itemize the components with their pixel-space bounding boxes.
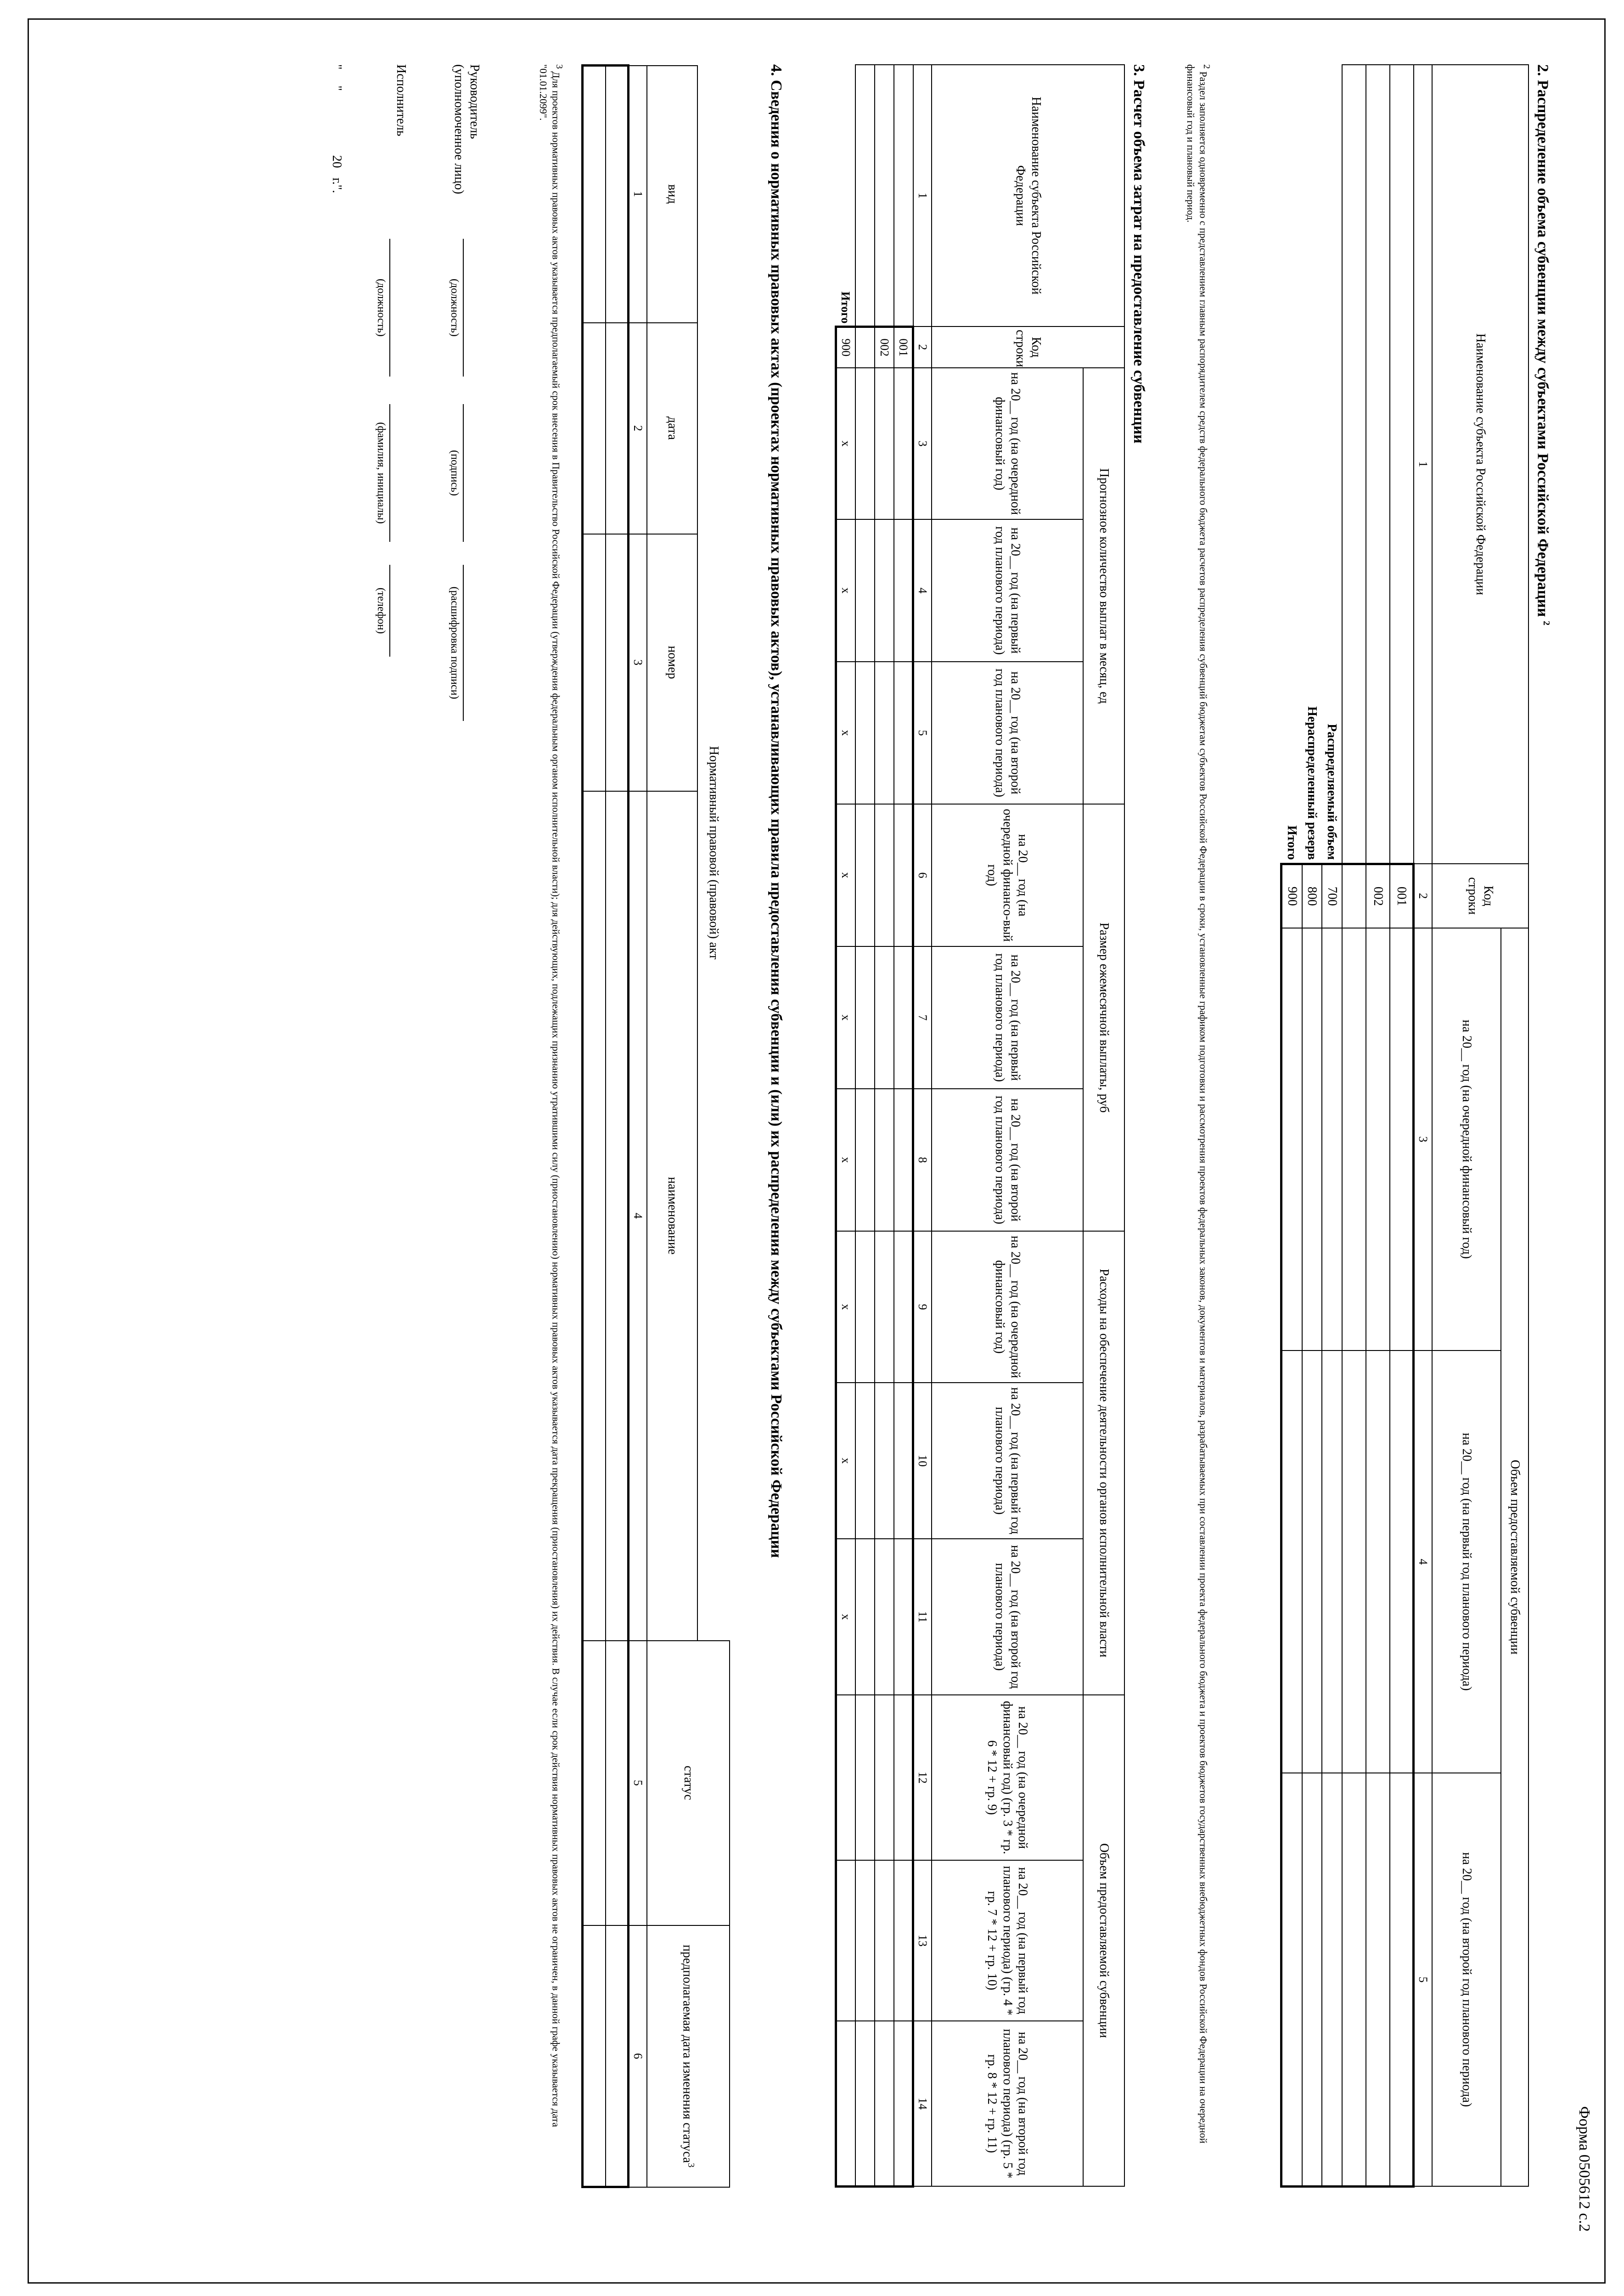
s3-row1-c12 bbox=[894, 1695, 913, 1860]
s2-row3-y2 bbox=[1342, 1351, 1366, 1773]
s2-colnum-4: 4 bbox=[1414, 1351, 1432, 1773]
s3-row2-c13 bbox=[875, 1860, 894, 2021]
s3-colnum-5: 5 bbox=[913, 662, 932, 804]
s3-h-g4-y2: на 20__ год (на первый год планового периода) (гр. 4 * гр. 7 * 12 + гр. 10) bbox=[932, 1860, 1083, 2021]
section4-title: 4. Сведения о нормативных правовых актах (проектах нормативных правовых актов), устанавливающих правила предоставления субвенции и (или) их распределения между субъектами Российской Федерации bbox=[768, 64, 785, 1558]
s4-header-status-date-sup: 3 bbox=[686, 2163, 697, 2168]
s3-row2-c7 bbox=[875, 946, 894, 1089]
executor-phone-caption: (телефон) bbox=[375, 587, 387, 634]
form-code: Форма 0505612 с.2 bbox=[1576, 2106, 1593, 2232]
s3-row1-c8 bbox=[894, 1089, 913, 1231]
s3-row3-name bbox=[855, 65, 875, 326]
s4-header-act: Нормативный правовой (правовой) акт bbox=[697, 66, 730, 1641]
s3-row1-c4 bbox=[894, 519, 913, 662]
s3-h-g4-y1: на 20__ год (на очередной финансовый год) (гр. 3 * гр. 6 * 12 + гр. 9) bbox=[932, 1695, 1083, 1860]
s3-row3-c10 bbox=[855, 1383, 875, 1539]
s4-colnum-4: 4 bbox=[629, 791, 647, 1641]
s2-colnum-1: 1 bbox=[1414, 65, 1432, 864]
table-row bbox=[1322, 65, 1342, 2186]
footnote-3 bbox=[537, 64, 565, 2177]
section4-table bbox=[582, 64, 731, 2188]
s2-row3-name bbox=[1342, 65, 1366, 864]
s3-row2-c5 bbox=[875, 662, 894, 804]
s4-colnum-2: 2 bbox=[629, 323, 647, 534]
section2-title bbox=[1533, 64, 1552, 625]
table-row bbox=[894, 65, 913, 2186]
s3-header-name: Наименование субъекта Российской Федерации bbox=[932, 65, 1124, 326]
s3-colnum-10: 10 bbox=[913, 1383, 932, 1539]
s3-row3-c4 bbox=[855, 519, 875, 662]
s2-total-code: 900 bbox=[1281, 864, 1302, 928]
s3-total-c4: x bbox=[836, 519, 855, 662]
s3-row3-c13 bbox=[855, 1860, 875, 2021]
s3-row3-c12 bbox=[855, 1695, 875, 1860]
s3-row3-c5 bbox=[855, 662, 875, 804]
executor-position-line bbox=[389, 239, 390, 377]
s3-total-label: Итого bbox=[836, 65, 855, 326]
s3-colnum-12: 12 bbox=[913, 1695, 932, 1860]
s2-distributed-code: 700 bbox=[1322, 864, 1342, 928]
head-label-line2: (уполномоченное лицо) bbox=[452, 64, 466, 194]
s3-row2-c10 bbox=[875, 1383, 894, 1539]
s2-row1-y3 bbox=[1390, 1773, 1414, 2186]
s4-header-kind: вид bbox=[647, 66, 697, 323]
s2-row2-name bbox=[1366, 65, 1390, 864]
s3-row2-name bbox=[875, 65, 894, 326]
s2-colnum-2: 2 bbox=[1414, 864, 1432, 928]
section2-title-text: 2. Распределение объема субвенции между субъектами Российской Федерации bbox=[1534, 64, 1551, 617]
s4-row2-name bbox=[583, 791, 606, 1641]
s2-row3-code bbox=[1342, 864, 1366, 928]
head-position-caption: (должность) bbox=[449, 279, 461, 337]
s3-row1-code: 001 bbox=[894, 326, 913, 368]
s3-header-admin-expenses: Расходы на обеспечение деятельности органов исполнительной власти bbox=[1083, 1231, 1124, 1695]
s3-total-c13 bbox=[836, 1860, 855, 2021]
s2-colnum-3: 3 bbox=[1414, 928, 1432, 1351]
s2-header-year3: на 20__ год (на второй год планового периода) bbox=[1432, 1773, 1501, 2186]
s4-row2-number bbox=[583, 534, 606, 791]
executor-name-line bbox=[389, 404, 390, 542]
section2-title-sup: 2 bbox=[1541, 620, 1551, 625]
head-label bbox=[451, 64, 482, 194]
head-signature-caption: (подпись) bbox=[449, 450, 461, 496]
s2-header-year2: на 20__ год (на первый год планового периода) bbox=[1432, 1351, 1501, 1773]
s4-row1-name bbox=[606, 791, 629, 1641]
s2-row2-y2 bbox=[1366, 1351, 1390, 1773]
head-position-line bbox=[463, 239, 464, 377]
s3-colnum-7: 7 bbox=[913, 946, 932, 1089]
s3-row1-c5 bbox=[894, 662, 913, 804]
s3-total-code: 900 bbox=[836, 326, 855, 368]
s3-row1-c6 bbox=[894, 804, 913, 946]
s3-h-g1-y3: на 20__ год (на второй год планового периода) bbox=[932, 662, 1083, 804]
table-row bbox=[1342, 65, 1366, 2186]
s4-header-status-date bbox=[647, 1925, 730, 2187]
head-label-line1: Руководитель bbox=[467, 64, 482, 139]
s3-colnum-11: 11 bbox=[913, 1539, 932, 1695]
table-row bbox=[1390, 65, 1414, 2186]
s3-total-c10: x bbox=[836, 1383, 855, 1539]
s2-header-code: Код строки bbox=[1432, 864, 1528, 928]
s3-total-c6: x bbox=[836, 804, 855, 946]
s3-row1-c3 bbox=[894, 368, 913, 519]
s3-row1-c13 bbox=[894, 1860, 913, 2021]
s3-total-c11: x bbox=[836, 1539, 855, 1695]
head-decoding-caption: (расшифровка подписи) bbox=[449, 586, 461, 699]
head-decoding-line bbox=[463, 565, 464, 721]
table-row bbox=[1281, 65, 1302, 2186]
s3-h-g4-y3: на 20__ год (на второй год планового периода) (гр. 5 * гр. 8 * 12 + гр. 11) bbox=[932, 2021, 1083, 2186]
s2-row2-y3 bbox=[1366, 1773, 1390, 2186]
s2-row1-code: 001 bbox=[1390, 864, 1414, 928]
s3-h-g2-y1: на 20__ год (на очередной финансо-вый год) bbox=[932, 804, 1083, 946]
s3-total-c14 bbox=[836, 2021, 855, 2186]
s4-colnum-1: 1 bbox=[629, 66, 647, 323]
s2-distributed-label: Распределяемый объем bbox=[1322, 65, 1342, 864]
table-row bbox=[606, 66, 629, 2187]
s3-total-c9: x bbox=[836, 1231, 855, 1383]
s3-total-c3: x bbox=[836, 368, 855, 519]
section3-title: 3. Расчет объема затрат на предоставление субвенции bbox=[1130, 64, 1147, 444]
form-page bbox=[133, 46, 1602, 2250]
s3-row2-code: 002 bbox=[875, 326, 894, 368]
s4-row2-kind bbox=[583, 66, 606, 323]
table-row bbox=[1366, 65, 1390, 2186]
footnote-3-sup: 3 bbox=[554, 64, 564, 69]
s3-row3-code bbox=[855, 326, 875, 368]
s2-reserve-y2 bbox=[1302, 1351, 1322, 1773]
footnote-3-text: Для проектов нормативных правовых актов указывается предполагаемый срок внесения в Правительство Российской Федерации (утверждения федеральным органом исполнительной власти); для действующих, подлежащих признанию утратившими силу (приостановлению) нормативных правовых актов указывается дата прекращения (приостановления) их действия. В случае если срок действия нормативных правовых актов не ограничен, в данной графе указывается дата "01.01.2099". bbox=[538, 64, 562, 2127]
s3-row2-c8 bbox=[875, 1089, 894, 1231]
s2-row3-y3 bbox=[1342, 1773, 1366, 2186]
s2-total-y1 bbox=[1281, 928, 1302, 1351]
s2-reserve-y3 bbox=[1302, 1773, 1322, 2186]
s4-header-status: статус bbox=[647, 1641, 730, 1925]
s3-row1-c14 bbox=[894, 2021, 913, 2186]
s3-colnum-3: 3 bbox=[913, 368, 932, 519]
s2-row3-y1 bbox=[1342, 928, 1366, 1351]
s3-h-g1-y2: на 20__ год (на первый год планового периода) bbox=[932, 519, 1083, 662]
s4-row1-status bbox=[606, 1641, 629, 1925]
s3-row3-c6 bbox=[855, 804, 875, 946]
s4-row2-status bbox=[583, 1641, 606, 1925]
s2-header-year1: на 20__ год (на очередной финансовый год) bbox=[1432, 928, 1501, 1351]
s3-colnum-14: 14 bbox=[913, 2021, 932, 2186]
s2-header-name: Наименование субъекта Российской Федерации bbox=[1432, 65, 1528, 864]
s3-h-g2-y2: на 20__ год (на первый год планового периода) bbox=[932, 946, 1083, 1089]
executor-phone-line bbox=[389, 565, 390, 657]
s2-total-label: Итого bbox=[1281, 65, 1302, 864]
s3-row3-c7 bbox=[855, 946, 875, 1089]
s2-reserve-y1 bbox=[1302, 928, 1322, 1351]
s4-row1-status-date bbox=[606, 1925, 629, 2187]
s3-colnum-1: 1 bbox=[913, 65, 932, 326]
s2-row2-y1 bbox=[1366, 928, 1390, 1351]
table-row bbox=[855, 65, 875, 2186]
s4-header-date: дата bbox=[647, 323, 697, 534]
s3-total-c7: x bbox=[836, 946, 855, 1089]
s2-reserve-label: Нераспределенный резерв bbox=[1302, 65, 1322, 864]
s3-total-c5: x bbox=[836, 662, 855, 804]
s3-row2-c6 bbox=[875, 804, 894, 946]
section2-table bbox=[1280, 64, 1529, 2188]
s3-row1-c7 bbox=[894, 946, 913, 1089]
s3-total-c8: x bbox=[836, 1089, 855, 1231]
s2-row1-y1 bbox=[1390, 928, 1414, 1351]
s4-header-number: номер bbox=[647, 534, 697, 791]
s3-colnum-4: 4 bbox=[913, 519, 932, 662]
s3-colnum-6: 6 bbox=[913, 804, 932, 946]
s3-header-payment-size: Размер ежемесячной выплаты, руб bbox=[1083, 804, 1124, 1231]
s3-row2-c9 bbox=[875, 1231, 894, 1383]
executor-name-caption: (фамилия, инициалы) bbox=[375, 422, 387, 524]
s2-colnum-5: 5 bbox=[1414, 1773, 1432, 2186]
s2-row2-code: 002 bbox=[1366, 864, 1390, 928]
s3-colnum-2: 2 bbox=[913, 326, 932, 368]
table-row bbox=[875, 65, 894, 2186]
section3-table bbox=[835, 64, 1125, 2188]
executor-label: Исполнитель bbox=[394, 64, 408, 136]
s4-colnum-3: 3 bbox=[629, 534, 647, 791]
s3-row3-c3 bbox=[855, 368, 875, 519]
s3-colnum-13: 13 bbox=[913, 1860, 932, 2021]
s3-total-c12 bbox=[836, 1695, 855, 1860]
s3-h-g3-y1: на 20__ год (на очередной финансовый год) bbox=[932, 1231, 1083, 1383]
s3-row1-c9 bbox=[894, 1231, 913, 1383]
s3-h-g2-y3: на 20__ год (на второй год планового периода) bbox=[932, 1089, 1083, 1231]
footnote-2 bbox=[1185, 64, 1212, 2177]
head-signature-line bbox=[463, 404, 464, 542]
s3-row3-c8 bbox=[855, 1089, 875, 1231]
s4-colnum-6: 6 bbox=[629, 1925, 647, 2187]
executor-position-caption: (должность) bbox=[375, 279, 387, 337]
s3-row2-c4 bbox=[875, 519, 894, 662]
footnote-2-sup: 2 bbox=[1202, 64, 1212, 69]
s3-row2-c12 bbox=[875, 1695, 894, 1860]
s2-row1-name bbox=[1390, 65, 1414, 864]
s3-header-code: Код строки bbox=[932, 326, 1124, 368]
s3-row3-c9 bbox=[855, 1231, 875, 1383]
s4-row2-status-date bbox=[583, 1925, 606, 2187]
s2-distributed-y2 bbox=[1322, 1351, 1342, 1773]
s2-distributed-y3 bbox=[1322, 1773, 1342, 2186]
s3-row3-c14 bbox=[855, 2021, 875, 2186]
s2-header-volume: Объем предоставляемой субвенции bbox=[1501, 928, 1528, 2186]
s2-reserve-code: 800 bbox=[1302, 864, 1322, 928]
footnote-2-text: Раздел заполняется одновременно с представлением главным распорядителем средств федерального бюджета расчетов распределения субвенций бюджетам субъектов Российской Федерации в сроки, установленные графиком подготовки и рассмотрения проектов федеральных законов, документов и материалов, разрабатываемых при составлении проекта федерального бюджета и проектов бюджетов государственных внебюджетных фондов Российской Федерации на очередной финансовый год и плановый период. bbox=[1185, 64, 1209, 2144]
s3-row2-c11 bbox=[875, 1539, 894, 1695]
s4-row1-kind bbox=[606, 66, 629, 323]
s4-colnum-5: 5 bbox=[629, 1641, 647, 1925]
s4-row1-date bbox=[606, 323, 629, 534]
s3-h-g3-y3: на 20__ год (на второй год планового периода) bbox=[932, 1539, 1083, 1695]
s4-header-name: наименование bbox=[647, 791, 697, 1641]
s3-header-subvention-volume: Объем предоставляемой субвенции bbox=[1083, 1695, 1124, 2186]
s3-header-payments-count: Прогнозное количество выплат в месяц, ед bbox=[1083, 368, 1124, 804]
s4-row1-number bbox=[606, 534, 629, 791]
s3-row1-name bbox=[894, 65, 913, 326]
table-row bbox=[836, 65, 855, 2186]
s4-header-status-date-text: предполагаемая дата изменения статуса bbox=[680, 1944, 695, 2163]
s3-row2-c3 bbox=[875, 368, 894, 519]
s3-row2-c14 bbox=[875, 2021, 894, 2186]
s3-row3-c11 bbox=[855, 1539, 875, 1695]
s3-colnum-9: 9 bbox=[913, 1231, 932, 1383]
s2-row1-y2 bbox=[1390, 1351, 1414, 1773]
s3-h-g3-y2: на 20__ год (на первый год планового периода) bbox=[932, 1383, 1083, 1539]
s4-row2-date bbox=[583, 323, 606, 534]
table-row bbox=[1302, 65, 1322, 2186]
date-line: " " 20 г.". bbox=[330, 64, 344, 193]
table-row bbox=[583, 66, 606, 2187]
s2-total-y3 bbox=[1281, 1773, 1302, 2186]
s3-row1-c11 bbox=[894, 1539, 913, 1695]
s3-h-g1-y1: на 20__ год (на очередной финансовый год) bbox=[932, 368, 1083, 519]
s3-row1-c10 bbox=[894, 1383, 913, 1539]
s2-total-y2 bbox=[1281, 1351, 1302, 1773]
s3-colnum-8: 8 bbox=[913, 1089, 932, 1231]
s2-distributed-y1 bbox=[1322, 928, 1342, 1351]
